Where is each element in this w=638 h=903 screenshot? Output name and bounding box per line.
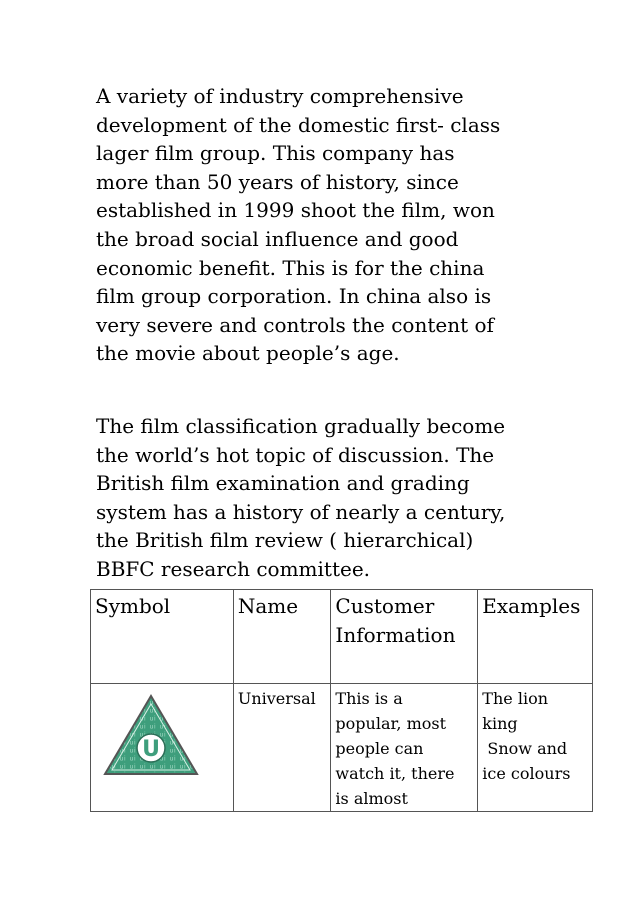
header-customer-information-text: Customer Information: [335, 594, 456, 647]
header-name: Name: [233, 590, 331, 684]
rating-name-cell: Universal: [233, 684, 331, 812]
bbfc-universal-u-triangle-icon: [99, 690, 203, 780]
header-examples: Examples: [478, 590, 593, 684]
customer-information-cell: [331, 684, 478, 812]
symbol-cell: [91, 684, 234, 812]
examples-text: The lion king Snow and ice colours: [482, 689, 571, 783]
header-customer-information: [331, 590, 478, 684]
table-header-row: [91, 590, 593, 684]
header-symbol: Symbol: [91, 590, 234, 684]
examples-cell: [478, 684, 593, 812]
symbol-wrap: [95, 686, 229, 787]
table-row: [91, 684, 593, 812]
body-paragraph-china-film-group: A variety of industry comprehensive development of the domestic first- class lager film group. This company has more than 50 years of history, since established in 1999 shoot the film, won the broad social influence and good economic benefit. This is for the china film group corporation. In china also is very severe and controls the content of the movie about people’s age.: [96, 84, 501, 366]
customer-information-text: This is a popular, most people can watch it, there is almost: [335, 689, 455, 808]
badge-letter: U: [142, 737, 160, 762]
bbfc-rating-table: [90, 589, 593, 812]
body-paragraph-film-classification: The film classification gradually become the world’s hot topic of discussion. The British film examination and grading system has a history of nearly a century, the British film review ( hierarchical) BBFC research committee.: [96, 414, 506, 581]
